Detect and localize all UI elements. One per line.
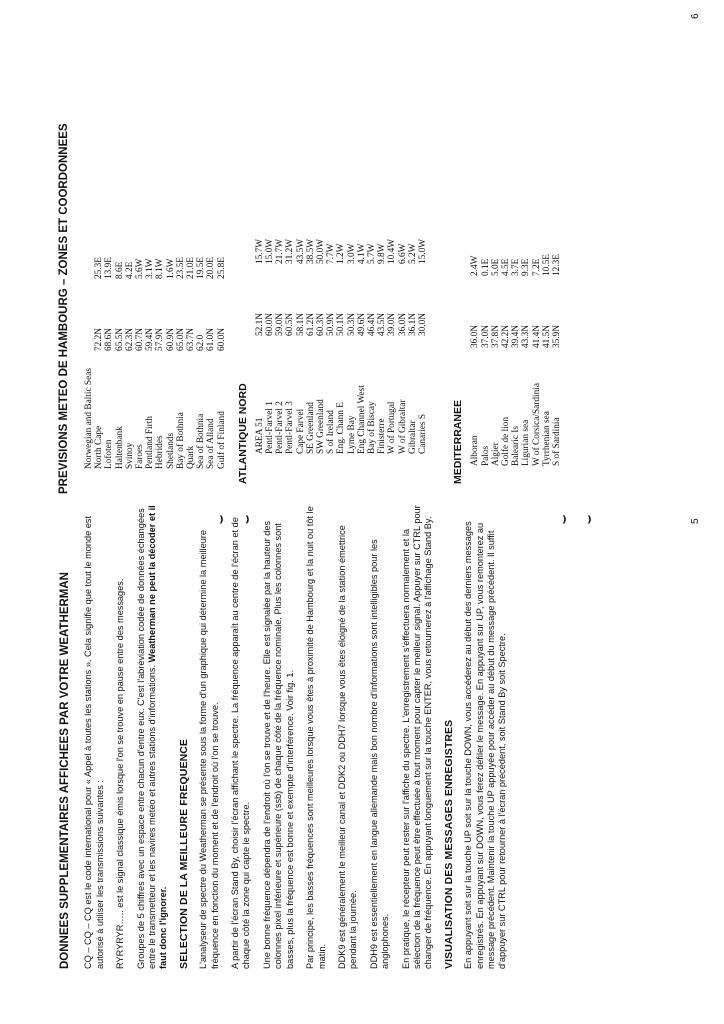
groups-bold-text: Weatherman ne peut la décoder et il faut donc l'ignorer. [147,505,169,969]
zone-row [306,204,316,454]
zone-latitude: 37.8N [490,325,501,348]
zone-row [377,204,387,454]
zone-name: North Cape [94,425,105,469]
zone-latitude: 62.0 [196,334,207,351]
zone-row [398,204,408,454]
zone-latitude: 36.0N [397,313,408,336]
zone-longitude: 38.5W [305,238,316,264]
zone-row [470,216,480,466]
zone-longitude: 3.0W [346,243,357,264]
zone-longitude: 2.4W [470,255,481,276]
zone-latitude: 65.0N [175,328,186,351]
zone-row [255,204,265,454]
zone-longitude: 9.3E [521,258,532,276]
zone-name: Finisterre [377,418,388,454]
zone-row [367,204,377,454]
zone-longitude: 10.5E [541,254,552,276]
zone-latitude: 62.3N [124,328,135,351]
zone-longitude: 25.8E [216,257,227,279]
right-page [58,14,562,494]
left-page [60,499,518,969]
zone-longitude: 8.6E [114,261,125,279]
zone-name: Cape Farvel [295,408,306,454]
zone-longitude: 21.0E [186,257,197,279]
zone-row [186,219,196,469]
zone-row [166,219,176,469]
page-number-right: 6 [690,13,701,19]
zone-name: Canaries S [418,413,429,454]
zone-latitude: 30.0N [418,313,429,336]
zone-name: W of Portugal [387,401,398,454]
zone-row [145,219,155,469]
zone-latitude: 50.1N [336,313,347,336]
zone-latitude: 60.3N [316,313,327,336]
paragraph-cq: CQ – CQ – CQ est le code international pour « Appel à toutes les stations ». Cela signifie que tout le monde est autorisé à utiliser les transmissions suivantes : [83,516,105,969]
zone-name: Algier [490,442,501,466]
zone-name: Pentl-Farvel 3 [285,401,296,454]
zone-name: SE Greenland [305,402,316,454]
zone-name: Lyme Bay [346,415,357,454]
zone-longitude: 50.0W [316,238,327,264]
zone-row [84,219,94,469]
zone-latitude: 50.3N [346,313,357,336]
zone-longitude: 3.1W [145,258,156,279]
zone-row [347,204,357,454]
zone-latitude: 41.5N [541,325,552,348]
paragraph-analyseur: L'analyseur de spectre du Weatherman se présente sous la forme d'un graphique qui détermine la meilleure fréquence en fonction du moment et de l'endroit où l'on se trouve. [198,530,220,969]
zone-row [104,219,114,469]
zone-longitude: 23.5E [175,257,186,279]
zone-table-mediterranee [470,216,562,466]
zone-name: AREA 51 [254,417,265,454]
zone-row [542,216,552,466]
zone-name: SW Greenland [316,399,327,454]
zone-latitude: 60.9N [165,328,176,351]
zone-table-norwegian [84,219,227,469]
page-number-left: 5 [690,518,701,524]
zone-longitude: 8.1W [155,258,166,279]
zone-latitude: 57.9N [155,328,166,351]
paragraph-visualisation: En appuyant soit sur la touche UP soit sur la touche DOWN, vous accéderez au début des derniers messages enregistrés. En appuyant sur DOWN, vous ferez défiler le message. En appuyant sur UP, vous remonterez au message précédent. Maintenir la touche UP appuyée pour accéder au début du message précédent. Il suffit d'appuyer sur CTRL pour retourner à l'écran précédent, soit Stand By soit Spectre. [463,521,508,969]
paragraph-apartir: A partir de l'écran Stand By, choisir l'écran affichant le spectre. La fréquence apparaît au centre de l'écran et de chaque côté la zone qui capte le spectre. [230,517,252,969]
zone-row [94,219,104,469]
zone-longitude: 10.4W [387,238,398,264]
zone-name: W of Gibraltar [397,399,408,454]
zone-name: Bay of Biscay [367,401,378,454]
zone-name: Lofoten [104,439,115,469]
zone-row [387,204,397,454]
zone-row [511,216,521,466]
zone-longitude: 4.2E [124,261,135,279]
paragraph-principe: Par principe, les basses fréquences sont meilleures lorsque vous êtes à proximité de Hambourg et la nuit ou tôt le matin. [305,506,327,969]
heading-selection: SELECTION DE LA MEILLEURE FREQUENCE [177,738,190,969]
zone-row [481,216,491,466]
brace-mark-icon: ⌣ [580,514,596,524]
zone-row [206,219,216,469]
zone-latitude: 39.4N [511,325,522,348]
zone-longitude: 15.0W [418,238,429,264]
zone-longitude: 9.8W [377,243,388,264]
zone-latitude: 58.1N [295,313,306,336]
zone-latitude: 36.0N [470,325,481,348]
zone-name: Sea of Bothnia [196,413,207,469]
paragraph-bonne: Une bonne fréquence dépendra de l'endroit où l'on se trouve et de l'heure. Elle est signalée par la hauteur des colonnes pixel inférieure et supérieure (ssb) de chaque côté de la fréquence nominale. Plus les colonnes sont basses, plus la fréquence est bonne et exempte d'interférence. Voir fig. 1. [261,520,295,969]
brace-mark-icon: ⌣ [212,514,228,524]
heading-mediterranee: MEDITERRANEE [452,399,465,484]
zone-latitude: 60.5N [285,313,296,336]
zone-latitude: 36.1N [407,313,418,336]
zone-row [408,204,418,454]
zone-latitude: 59.0N [275,313,286,336]
zone-latitude: 42.2N [500,325,511,348]
paragraph-groups [136,499,170,969]
zone-latitude: 35.9N [551,325,562,348]
zone-name: Hebrides [155,435,166,469]
zone-row [336,204,346,454]
zone-latitude: 50.9N [326,313,337,336]
zone-name: Pentl-Farvel 2 [275,401,286,454]
zone-longitude: 5.6W [135,258,146,279]
zone-latitude: 61.0N [206,328,217,351]
right-title: PREVISIONS METEO DE HAMBOURG – ZONES ET COORDONNEES [58,123,70,494]
zone-latitude: 60.7N [135,328,146,351]
zone-name: Ligurian sea [521,419,532,466]
zone-name: Pentl-Farvel 1 [265,401,276,454]
zone-latitude: 43.5N [377,313,388,336]
zone-longitude: 5.2W [407,243,418,264]
zone-longitude: 20.0E [206,257,217,279]
zone-row [532,216,542,466]
zone-row [501,216,511,466]
zone-name: Gulf of Finland [216,411,227,469]
zone-name: Tyrrhenian sea [541,411,552,466]
zone-row [296,204,306,454]
zone-longitude: 19.5E [196,257,207,279]
zone-row [491,216,501,466]
paragraph-ddh9: DDH9 est essentiellement en langue allemande mais bon nombre d'informations sont intelligibles pour les anglophones. [368,539,391,969]
zone-longitude: 4.5E [500,258,511,276]
zone-name: Quark [186,445,197,469]
heading-visualisation: VISUALISATION DES MESSAGES ENREGISTRES [442,719,455,969]
zone-longitude: 7.7W [326,243,337,264]
zone-row [217,219,227,469]
zone-row [275,204,285,454]
heading-atlantique: ATLANTIQUE NORD [236,383,249,484]
paragraph-ry: RYRYRYR….. est le signal classique émis lorsque l'on se trouve en pause entre des messages. [115,578,126,969]
zone-longitude: 31.2W [285,238,296,264]
zone-row [265,204,275,454]
zone-row [155,219,165,469]
zone-name: Balearic Is [511,425,522,466]
zone-row [357,204,367,454]
zone-latitude: 72.2N [94,328,105,351]
zone-name: Shetlands [165,432,176,469]
zone-longitude: 7.2E [531,258,542,276]
zone-latitude: 59.4N [145,328,156,351]
zone-name: W of Corsica/Sardinia [531,383,542,466]
zone-longitude: 1.6W [165,258,176,279]
zone-longitude [84,219,94,279]
zone-row [316,204,326,454]
zone-name: Bay of Bothnia [175,412,186,469]
zone-latitude: 60.0N [216,328,227,351]
zone-longitude: 5.7W [367,243,378,264]
zone-latitude: 60.0N [265,313,276,336]
zone-longitude: 6.6W [397,243,408,264]
zone-name: Sea of Alland [206,418,217,469]
brace-mark-icon: ⌣ [555,514,571,524]
zone-longitude: 0.1E [480,258,491,276]
zone-name: Eng. Chann E [336,402,347,454]
zone-longitude: 5.0E [490,258,501,276]
zone-name: Pentland Firth [145,416,156,469]
zone-name: Svinoy [124,442,135,469]
zone-name: Haltenbank [114,426,125,469]
zone-name: Alboran [470,435,481,466]
zone-latitude: 52.1N [254,313,265,336]
zone-longitude: 4.1W [356,243,367,264]
zone-row [418,204,428,454]
zone-latitude: 65.5N [114,328,125,351]
zone-row [125,219,135,469]
zone-longitude: 15.7W [254,238,265,264]
zone-name: S of Sardinia [551,417,562,466]
paragraph-pratique: En pratique, le récepteur peut rester sur l'affiche du spectre. L'enregistrement s'effectuera normalement et la sélection de la fréquence peut être effectuée à tout moment pour capter le meilleur signal. Appuyer sur CTRL pour changer de fréquence. En appuyant longuement sur la touche ENTER, vous retournerez à l'affichage Stand By. [400,505,434,969]
zone-latitude [84,279,94,351]
zone-row [196,219,206,469]
zone-name: Golfe de lion [500,416,511,466]
zone-row [285,204,295,454]
zone-longitude: 43.5W [295,238,306,264]
zone-longitude: 21.7W [275,238,286,264]
zone-longitude: 25.3E [94,257,105,279]
groups-text: Groupes de 5 chiffres avec un espace entre chacun d'entre eux. C'est l'abréviation codée de données échangées entre le transmetteur et les navires météo et autres stations d'informations. [135,508,158,969]
zone-row [521,216,531,466]
zone-latitude: 41.4N [531,325,542,348]
zone-longitude: 1.2W [336,243,347,264]
zone-name: S of Ireland [326,410,337,454]
zone-latitude: 68.6N [104,328,115,351]
zone-name: Palos [480,445,491,466]
zone-row [115,219,125,469]
zone-row [135,219,145,469]
zone-latitude: 63.7N [186,328,197,351]
zone-name: Norwegian and Baltic Seas [84,368,94,469]
zone-latitude: 37.0N [480,325,491,348]
zone-longitude: 12.3E [551,254,562,276]
zone-latitude: 43.3N [521,325,532,348]
zone-latitude: 49.6N [356,313,367,336]
zone-row [176,219,186,469]
zone-name: Faroes [135,444,146,469]
zone-longitude: 15.0W [265,238,276,264]
zone-longitude: 13.9E [104,257,115,279]
zone-name: Eng Channel West [356,385,367,454]
zone-name: Gibraltar [407,420,418,454]
zone-latitude: 39.0N [387,313,398,336]
zone-latitude: 46.4N [367,313,378,336]
left-title: DONNEES SUPPLEMENTAIRES AFFICHEES PAR VOTRE WEATHERMAN [59,572,71,969]
paragraph-ddk9: DDK9 est généralement le meilleur canal et DDK2 ou DDH7 lorsque vous êtes éloigné de la station émettrice pendant la journée. [336,525,359,969]
zone-row [552,216,562,466]
zone-latitude: 61.2N [305,313,316,336]
brace-mark-icon: ⌣ [238,514,254,524]
zone-row [326,204,336,454]
zone-longitude: 3.7E [511,258,522,276]
zone-table-atlantique [255,204,428,454]
